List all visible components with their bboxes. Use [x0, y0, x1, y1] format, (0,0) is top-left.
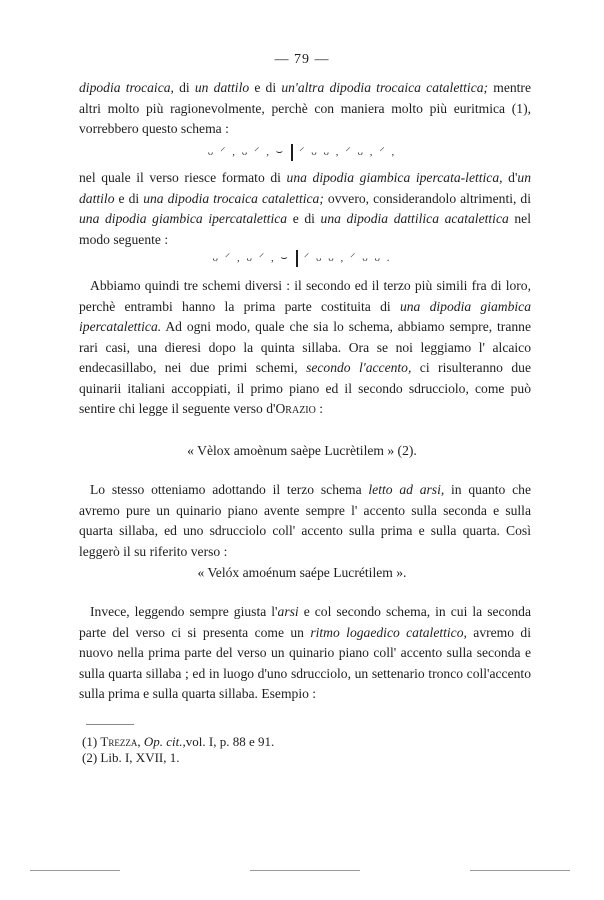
text-span: in quanto che avremo pure un quinario piano avente sempre l' accento sulla seconda e sulla quarta sillaba, ed uno sdrucciolo coll' accento sulla prima e sulla quarta. Così leggerò il su riferito verso : — [79, 482, 531, 559]
text-span: di — [173, 80, 195, 95]
text-span: nel quale il verso riesce formato di — [79, 170, 287, 185]
text-span: un dattilo — [194, 80, 250, 95]
text-span: ci risulteranno due quinarii italiani accoppiati, il primo piano ed il secondo sdrucciolo, come può sentire chi legge il seguente verso d' — [79, 360, 532, 416]
footnote-2 — [82, 750, 274, 766]
scheme-divider — [296, 250, 298, 267]
scheme-left: ᴗ ⸍ , ᴗ ⸍ , ⌣ — [207, 146, 285, 159]
text-span: e di — [114, 190, 144, 206]
text-span: dipodia trocaica, — [79, 80, 174, 95]
footnote-label: (1) — [82, 734, 98, 749]
text-span: arsi — [277, 604, 299, 619]
text-span: Lo stesso otteniamo adottando il terzo schema — [90, 482, 369, 497]
scheme-right: ⸍ ᴗ ᴗ , ⸍ ᴗ , ⸍ , — [299, 146, 397, 159]
paragraph-3 — [79, 276, 531, 420]
text-span: una dipodia giambica ipercatalettica — [79, 211, 288, 226]
quoted-verse-2: « Velóx amoénum saépe Lucrétilem ». — [197, 565, 407, 580]
footnote-work: Op. cit., — [143, 734, 186, 749]
footnote-rule — [86, 724, 134, 725]
metrical-scheme-2 — [0, 250, 604, 267]
footnotes — [82, 734, 274, 766]
footnote-text: vol. I, p. 88 e 91. — [185, 734, 275, 749]
scheme-left: ᴗ ⸍ , ᴗ ⸍ , ⌣ — [212, 252, 290, 265]
text-span: ritmo logaedico catalettico, — [310, 624, 467, 640]
scan-edge-mark — [30, 870, 120, 871]
text-span: una dipodia dattilica acatalettica — [320, 211, 509, 226]
footnote-1 — [82, 734, 274, 750]
paragraph-2 — [79, 168, 531, 250]
text-span: letto ad arsi, — [368, 482, 445, 497]
text-span: ovvero, considerandolo altrimenti, di — [323, 190, 531, 206]
page-number: — 79 — — [274, 52, 330, 67]
text-span: Invece, leggendo sempre giusta l' — [90, 604, 278, 619]
metrical-scheme-1 — [0, 144, 604, 161]
text-span: una dipodia giambica ipercatalettica. — [79, 298, 531, 334]
text-span: un'altra dipodia trocaica catalettica; — [281, 80, 489, 95]
scheme-right: ⸍ ᴗ ᴗ , ⸍ ᴗ ᴗ . — [303, 252, 392, 265]
text-span: mentre altri molto più ragionevolmente, perchè con maniera molto più euritmica (1), vorrebbero questo schema : — [79, 80, 531, 136]
text-span: : — [315, 401, 324, 416]
text-span: Abbiamo quindi tre schemi diversi : il secondo ed il terzo più simili fra di loro, perchè entrambi hanno la prima parte costituita di — [79, 278, 531, 314]
text-span: Ad ogni modo, quale che sia lo schema, abbiamo sempre, tranne rari casi, una dieresi dopo la quinta sillaba. Ora se noi leggiamo l' alcaico endecasillabo, nei due primi schemi, — [79, 319, 531, 375]
text-span: secondo l'accento, — [306, 360, 412, 375]
scan-edge-mark — [250, 870, 360, 871]
quoted-verse-1: « Vèlox amoènum saèpe Lucrètilem » (2). — [187, 443, 417, 458]
text-span: avremo di nuovo nella prima parte del verso un quinario piano coll' accento sulla seconda e sulla quarta sillaba ; ed in luogo d'uno sdrucciolo, un settenario tronco coll'accento sulla prima e sulla quarta sillaba. Esempio : — [79, 624, 531, 701]
paragraph-4 — [79, 480, 531, 562]
text-span: una dipodia giambica ipercata-lettica, — [286, 170, 503, 185]
scheme-divider — [291, 144, 293, 161]
author-name: Orazio — [275, 401, 316, 416]
footnote-text: Lib. I, XVII, 1. — [100, 750, 180, 765]
footnote-author: Trezza, — [100, 734, 141, 749]
text-span: nel modo seguente : — [79, 211, 531, 247]
paragraph-1 — [79, 78, 531, 140]
text-span: e di — [287, 211, 321, 226]
text-span: e di — [249, 80, 282, 95]
text-span: una dipodia trocaica catalettica; — [143, 190, 324, 206]
text-span: d' — [502, 170, 518, 185]
paragraph-5 — [79, 602, 531, 705]
text-span: e col secondo schema, in cui la seconda parte del verso ci si presenta come un — [79, 604, 531, 640]
text-span: un dattilo — [79, 170, 531, 206]
scan-edge-mark — [470, 870, 570, 871]
footnote-label: (2) — [82, 750, 98, 765]
